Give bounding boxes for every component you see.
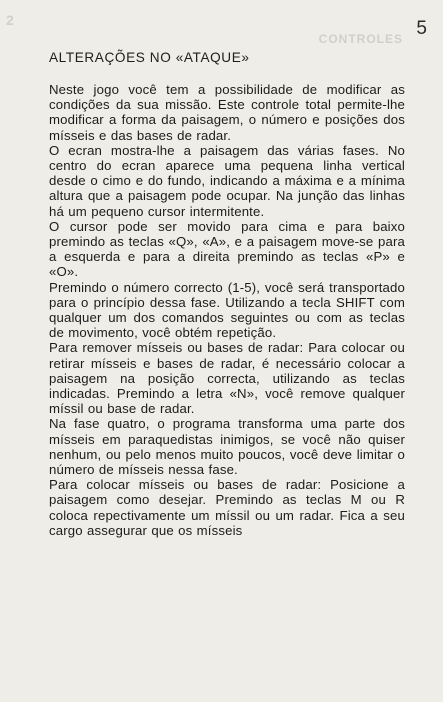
bleed-through-page-number: 2 [6, 12, 14, 28]
bleed-through-heading: CONTROLES [318, 32, 403, 46]
body-text [49, 82, 405, 538]
paragraph-intro: Neste jogo você tem a possibilidade de modificar as condições da sua missão. Este controle total permite-lhe modificar a forma da paisagem, o número e posições dos mísseis e das bases de radar. [49, 82, 405, 143]
paragraph-screen: O ecran mostra-lhe a paisagem das várias fases. No centro do ecran aparece uma pequena linha vertical desde o cimo e do fundo, indicando a máxima e a mínima altura que a paisagem pode ocupar. Na junção das linhas há um pequeno cursor intermitente. [49, 142, 405, 219]
paragraph-place: Para colocar mísseis ou bases de radar: Posicione a paisagem como desejar. Premindo as teclas M ou R coloca repectivamente um míssil ou um radar. Fica a seu cargo assegurar que os mísseis [49, 477, 405, 538]
paragraph-phase-select: Premindo o número correcto (1-5), você será transportado para o princípio dessa fase. Utilizando a tecla SHIFT com qualquer um dos comandos seguintes ou com as teclas de movimento, você obtém repetição. [49, 279, 405, 341]
page-number: 5 [416, 18, 427, 39]
paragraph-remove: Para remover mísseis ou bases de radar: Para colocar ou retirar mísseis e bases de radar, é necessário colocar a paisagem na posição correcta, utilizando as teclas indicadas. Premindo a letra «N», você remove qualquer míssil ou base de radar. [49, 340, 405, 417]
section-title: ALTERAÇÕES NO «ATAQUE» [49, 50, 250, 65]
paragraph-phase-four: Na fase quatro, o programa transforma uma parte dos mísseis em paraquedistas inimigos, se você não quiser nenhum, ou pelo menos muito poucos, você deve limitar o número de mísseis nessa fase. [49, 416, 405, 478]
paragraph-cursor: O cursor pode ser movido para cima e para baixo premindo as teclas «Q», «A», e a paisagem move-se para a esquerda e para a direita premindo as teclas «P» e «O». [49, 218, 405, 280]
